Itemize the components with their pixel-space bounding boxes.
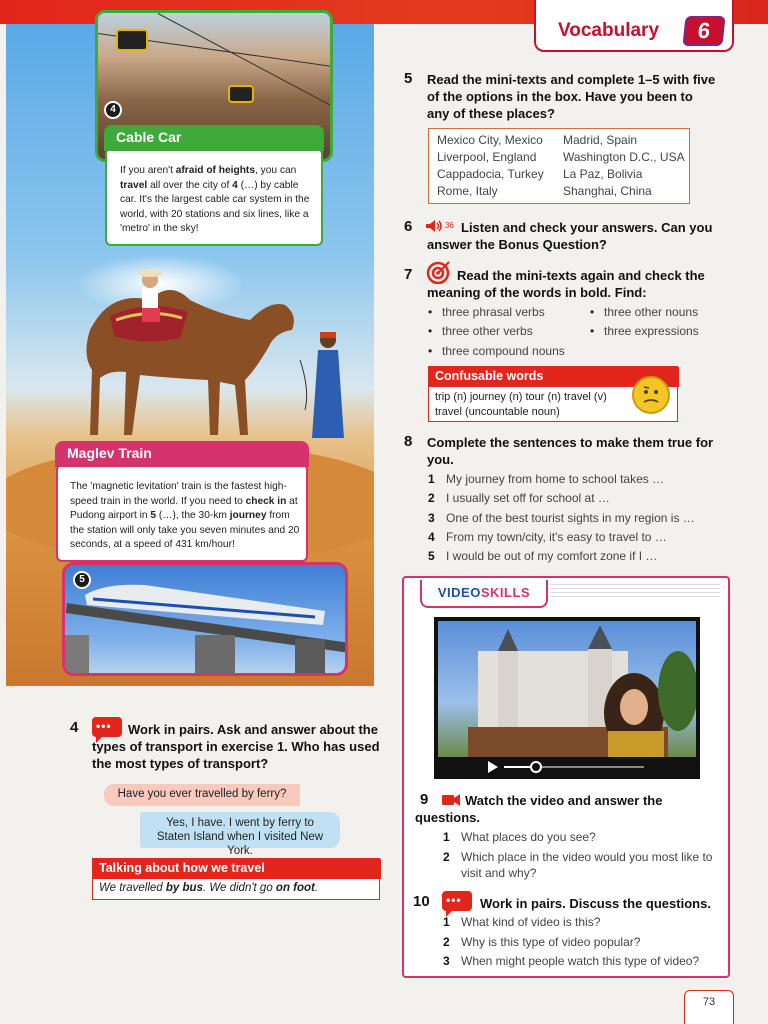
skills-label: SKILLS — [480, 585, 531, 600]
progress-handle[interactable] — [530, 761, 542, 773]
exercise-10-number: 10 — [413, 893, 430, 910]
maglev-train-icon — [65, 565, 348, 676]
sentence-item: 4 From my town/city, it's easy to travel to … — [428, 530, 667, 544]
sentence-item: 1 My journey from home to school takes … — [428, 472, 665, 486]
exercise-8-instruction: Complete the sentences to make them true for you. — [427, 435, 714, 467]
maglev-title: Maglev Train — [55, 441, 309, 467]
pair-work-icon: ••• — [442, 891, 472, 911]
gondola-icon — [228, 85, 254, 103]
confusable-line: travel (uncountable noun) — [435, 406, 560, 418]
option-item: Liverpool, England — [437, 150, 537, 164]
exercise-10-instruction: Work in pairs. Discuss the questions. — [480, 896, 711, 911]
page-number: 73 — [684, 990, 734, 1024]
talking-title: Talking about how we travel — [93, 859, 381, 879]
question-item: 1 What kind of video is this? — [443, 915, 601, 929]
option-item: Shanghai, China — [563, 184, 652, 198]
track-number: 36 — [445, 221, 454, 230]
exercise-7-instruction: Read the mini-texts again and check the meaning of the words in bold. Find: — [427, 268, 705, 300]
video-skills-badge — [420, 580, 548, 608]
find-item: • three other nouns — [604, 305, 698, 319]
option-item: La Paz, Bolivia — [563, 167, 643, 181]
exercise-4-instruction: Work in pairs. Ask and answer about the types of transport in exercise 1. Who has used the most types of transport? — [92, 722, 380, 771]
guide-icon — [300, 332, 344, 438]
header-lines — [550, 584, 720, 600]
cable-car-text: If you aren't afraid of heights, you can travel all over the city of 4 (…) by cable car. It's the largest cable car system in the world, with 20 stations and six lines, like a 'metro' in the sky! — [120, 165, 310, 234]
exercise-9-instruction: Watch the video and answer the questions. — [415, 793, 663, 825]
play-icon[interactable] — [486, 761, 500, 773]
video-player[interactable] — [434, 617, 700, 779]
photo-badge: 4 — [104, 101, 122, 119]
maglev-photo — [62, 562, 348, 676]
option-item: Mexico City, Mexico — [437, 133, 543, 147]
unit-title: Vocabulary — [558, 20, 660, 41]
sentence-item: 2 I usually set off for school at … — [428, 491, 610, 505]
option-item: Cappadocia, Turkey — [437, 167, 544, 181]
castle-icon — [438, 621, 696, 757]
find-item: • three phrasal verbs — [442, 305, 545, 319]
exercise-5-number: 5 — [404, 70, 413, 87]
sentence-item: 3 One of the best tourist sights in my region is … — [428, 511, 695, 525]
exercise-6-instruction: Listen and check your answers. Can you answer the Bonus Question? — [427, 220, 713, 252]
confusable-text — [435, 390, 607, 420]
find-item: • three other verbs — [442, 324, 533, 338]
question-item: 1 What places do you see? — [443, 830, 596, 844]
question-item: 2 Which place in the video would you most like to visit and why? — [443, 850, 713, 880]
maglev-box — [56, 464, 308, 562]
camel-icon — [86, 290, 293, 435]
confusable-line: trip (n) journey (n) tour (n) travel (v) — [435, 391, 607, 403]
maglev-text: The 'magnetic levitation' train is the fastest high-speed train in the world. If you need to check in at Pudong airport in 5 (…), the 30-km journey from the station will only take you seven minutes and 20 seconds, at a speed of 431 km/hour! — [70, 481, 300, 550]
option-item: Washington D.C., USA — [563, 150, 685, 164]
pair-work-icon: ••• — [92, 717, 122, 737]
question-item: 2 Why is this type of video popular? — [443, 935, 641, 949]
talking-example: We travelled by bus. We didn't go on foot. — [99, 882, 319, 894]
speech-bubble-question: Have you ever travelled by ferry? — [104, 784, 300, 806]
find-item: • three compound nouns — [442, 344, 565, 358]
option-item: Rome, Italy — [437, 184, 498, 198]
exercise-6-number: 6 — [404, 218, 413, 235]
exercise-7-number: 7 — [404, 266, 413, 283]
confusable-title: Confusable words — [429, 367, 679, 387]
exercise-4-number: 4 — [70, 719, 79, 736]
exercise-9-number: 9 — [420, 791, 429, 808]
cable-car-box — [105, 148, 323, 246]
speech-bubble-answer: Yes, I have. I went by ferry to Staten Island when I visited New York. — [140, 812, 340, 848]
exercise-8-number: 8 — [404, 433, 413, 450]
sentence-item: 5 I would be out of my comfort zone if I … — [428, 549, 658, 563]
photo-badge: 5 — [73, 571, 91, 589]
talking-box — [92, 858, 380, 900]
exercise-5-instruction: Read the mini-texts and complete 1–5 with five of the options in the box. Have you been to any of these places? — [427, 72, 716, 121]
unit-number: 6 — [682, 16, 725, 46]
camel-illustration — [70, 260, 360, 450]
option-item: Madrid, Spain — [563, 133, 638, 147]
confused-face-icon — [632, 376, 670, 414]
gondola-icon — [116, 29, 148, 51]
question-item: 3 When might people watch this type of video? — [443, 954, 700, 968]
find-item: • three expressions — [604, 324, 699, 338]
video-label: VIDEO — [437, 585, 481, 600]
cable-car-title: Cable Car — [104, 125, 324, 151]
options-box — [428, 128, 690, 204]
video-thumbnail — [438, 621, 696, 757]
